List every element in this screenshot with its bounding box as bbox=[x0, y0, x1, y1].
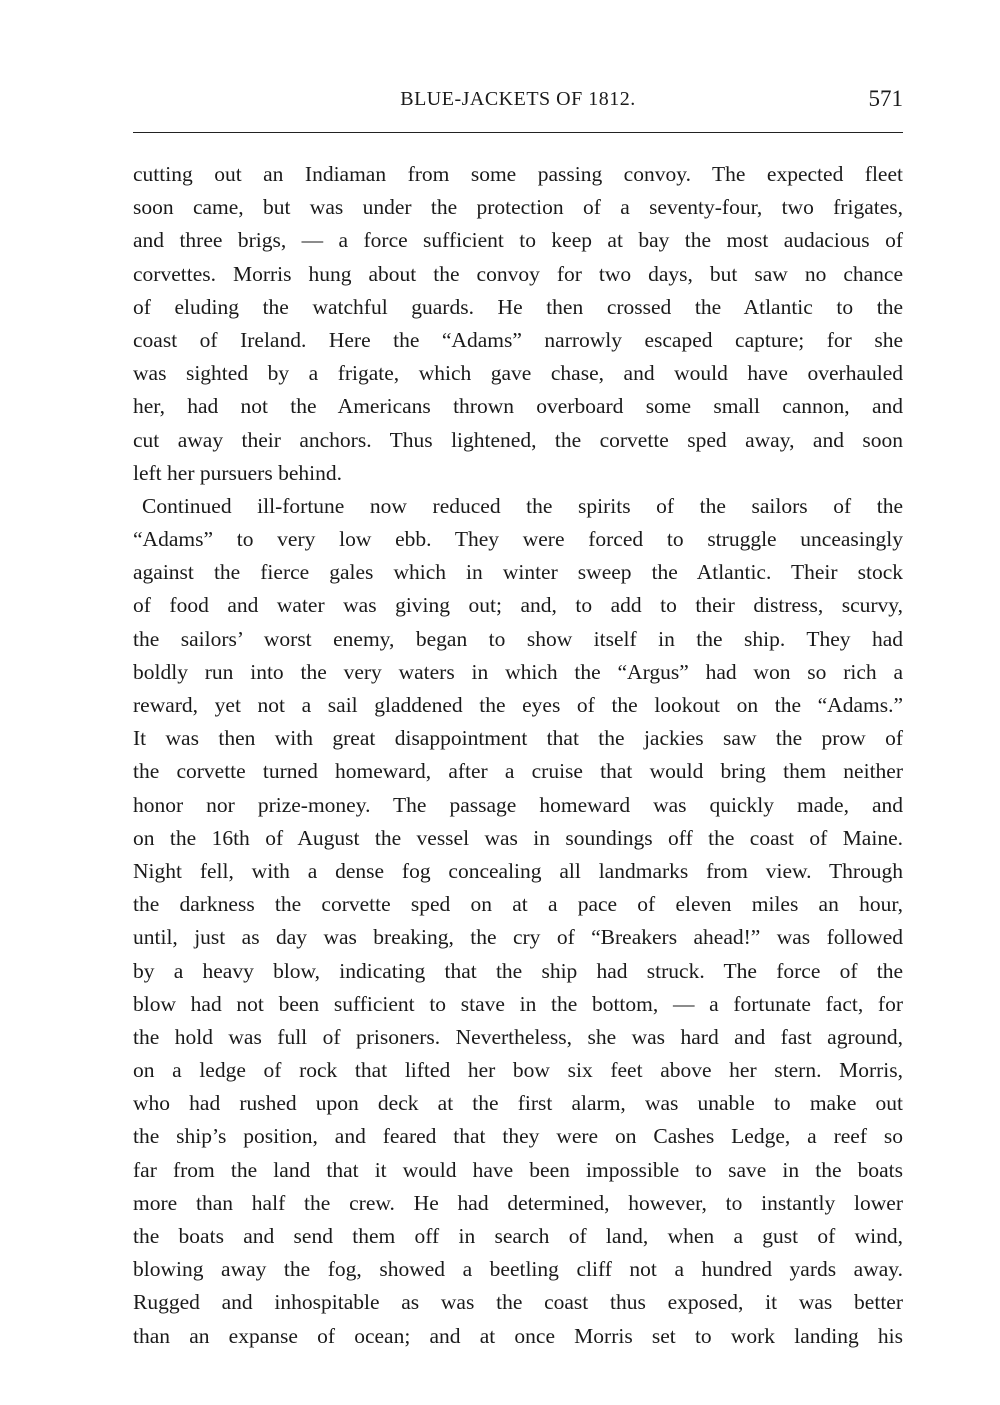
text-line: Night fell, with a dense fog concealing all landmarks from view. Through bbox=[133, 858, 903, 883]
text-line: of eluding the watchful guards. He then crossed the Atlantic to the bbox=[133, 294, 903, 319]
text-line: the boats and send them off in search of land, when a gust of wind, bbox=[133, 1224, 903, 1248]
text-line: than an expanse of ocean; and at once Morris set to work landing his bbox=[133, 1323, 903, 1348]
text-line: the corvette turned homeward, after a cruise that would bring them neither bbox=[133, 759, 903, 784]
text-line: and three brigs, — a force sufficient to keep at bay the most audacious of bbox=[133, 228, 903, 253]
text-line: of food and water was giving out; and, to add to their distress, scurvy, bbox=[133, 593, 903, 618]
text-line: boldly run into the very waters in which the “Argus” had won so rich a bbox=[133, 659, 903, 684]
text-line: Continued ill-fortune now reduced the spirits of the sailors of the bbox=[142, 493, 903, 518]
page-number: 571 bbox=[868, 86, 903, 111]
header-rule bbox=[133, 132, 903, 133]
running-head bbox=[133, 88, 903, 118]
text-line: Rugged and inhospitable as was the coast thus exposed, it was better bbox=[133, 1290, 903, 1315]
body-text bbox=[133, 158, 903, 1353]
text-line: who had rushed upon deck at the first alarm, was unable to make out bbox=[133, 1091, 903, 1116]
text-line: coast of Ireland. Here the “Adams” narrowly escaped capture; for she bbox=[133, 327, 903, 352]
text-line: by a heavy blow, indicating that the ship had struck. The force of the bbox=[133, 958, 903, 983]
text-line: her, had not the Americans thrown overboard some small cannon, and bbox=[133, 394, 903, 419]
text-line: was sighted by a frigate, which gave chase, and would have overhauled bbox=[133, 361, 903, 386]
paragraph bbox=[133, 490, 903, 1353]
text-line: cutting out an Indiaman from some passing convoy. The expected fleet bbox=[133, 162, 903, 186]
text-line: the sailors’ worst enemy, began to show itself in the ship. They had bbox=[133, 626, 903, 651]
text-line: blowing away the fog, showed a beetling cliff not a hundred yards away. bbox=[133, 1257, 903, 1282]
running-head-title: BLUE-JACKETS OF 1812. bbox=[400, 88, 636, 110]
text-line: “Adams” to very low ebb. They were forced to struggle unceasingly bbox=[133, 527, 903, 552]
text-line: reward, yet not a sail gladdened the eyes of the lookout on the “Adams.” bbox=[133, 693, 903, 717]
text-line: left her pursuers behind. bbox=[133, 460, 342, 485]
text-line: against the fierce gales which in winter sweep the Atlantic. Their stock bbox=[133, 560, 903, 585]
text-line: far from the land that it would have been impossible to save in the boats bbox=[133, 1157, 903, 1182]
text-line: the hold was full of prisoners. Nevertheless, she was hard and fast aground, bbox=[133, 1024, 903, 1049]
text-line: more than half the crew. He had determined, however, to instantly lower bbox=[133, 1190, 903, 1215]
text-line: corvettes. Morris hung about the convoy for two days, but saw no chance bbox=[133, 261, 903, 286]
text-line: It was then with great disappointment that the jackies saw the prow of bbox=[133, 726, 903, 751]
text-line: until, just as day was breaking, the cry of “Breakers ahead!” was followed bbox=[133, 925, 903, 950]
text-line: honor nor prize-money. The passage homeward was quickly made, and bbox=[133, 792, 903, 817]
text-line: blow had not been sufficient to stave in the bottom, — a fortunate fact, for bbox=[133, 991, 903, 1016]
text-line: on a ledge of rock that lifted her bow six feet above her stern. Morris, bbox=[133, 1058, 903, 1083]
paragraph bbox=[133, 158, 903, 490]
text-line: soon came, but was under the protection of a seventy-four, two frigates, bbox=[133, 195, 903, 220]
text-line: cut away their anchors. Thus lightened, the corvette sped away, and soon bbox=[133, 427, 903, 452]
text-line: on the 16th of August the vessel was in soundings off the coast of Maine. bbox=[133, 825, 903, 850]
text-line: the darkness the corvette sped on at a pace of eleven miles an hour, bbox=[133, 892, 903, 917]
text-line: the ship’s position, and feared that they were on Cashes Ledge, a reef so bbox=[133, 1124, 903, 1149]
